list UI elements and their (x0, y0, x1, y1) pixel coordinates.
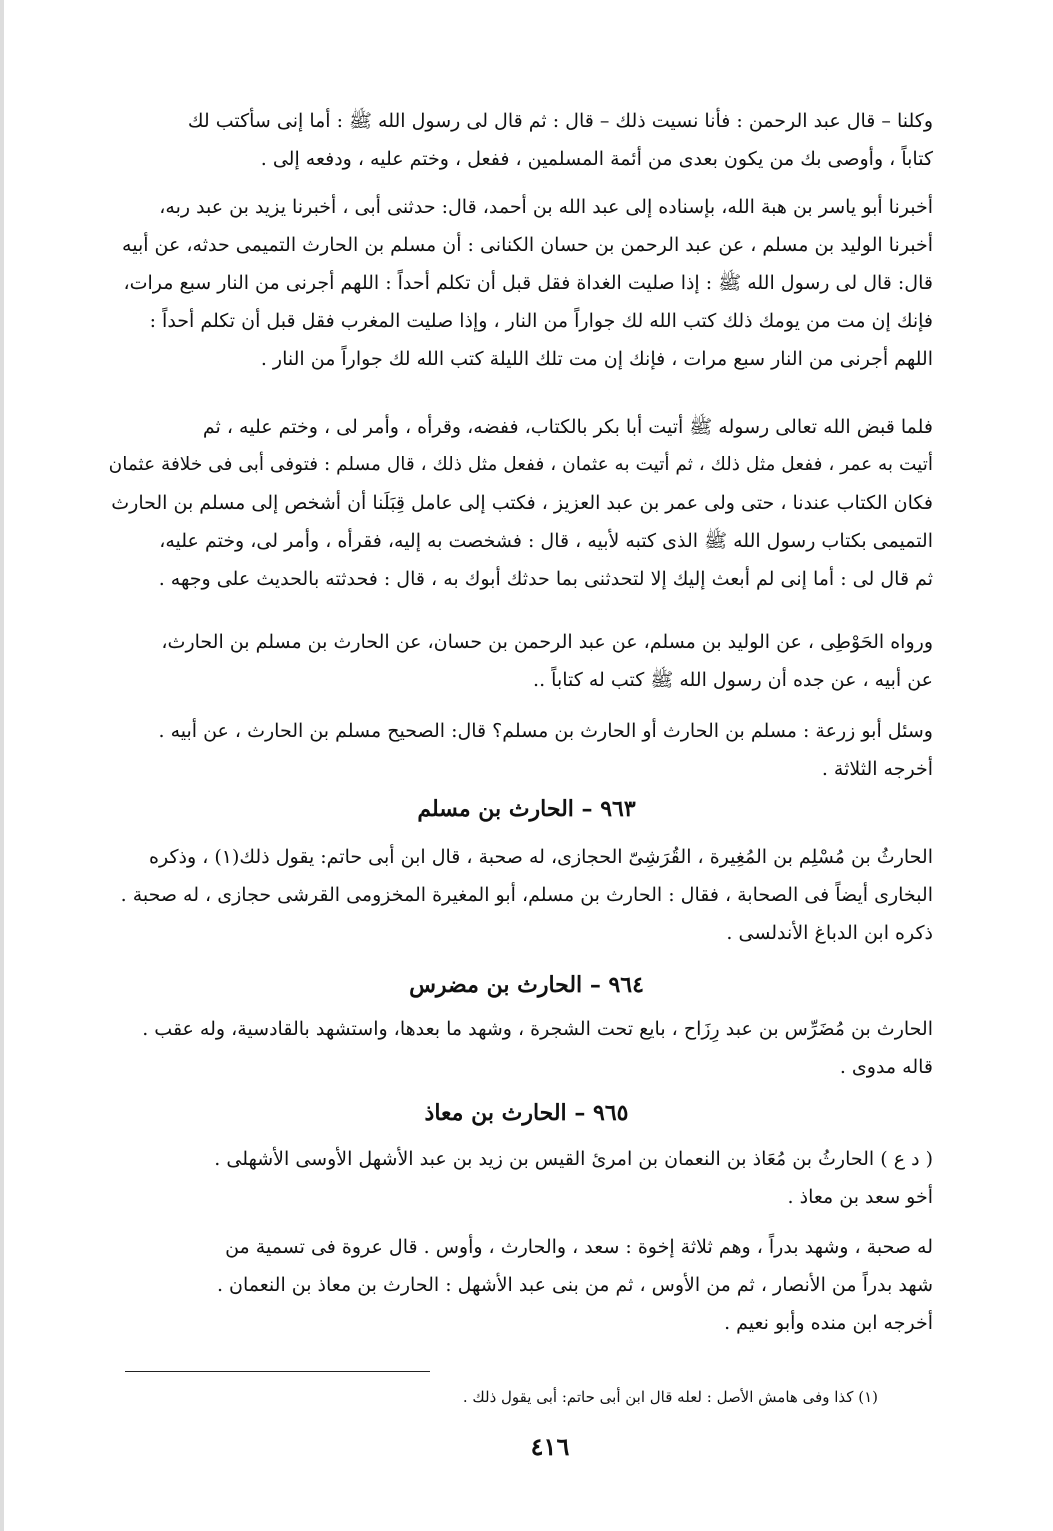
text-line: اللهم أجرنى من النار سبع مرات ، فإنك إن مت تلك الليلة كتب الله لك جواراً من النار . (260, 348, 933, 370)
page-number: ٤١٦ (530, 1432, 570, 1461)
text-line: فإنك إن مت من يومك ذلك كتب الله لك جواراً من النار ، وإذا صليت المغرب فقل قبل أن تكلم أحداً : (149, 310, 933, 332)
footnote-divider (125, 1371, 430, 1372)
text-line: عن أبيه ، عن جده أن رسول الله ﷺ كتب له كتاباً .. (533, 669, 933, 691)
paragraph-9 (103, 1228, 933, 1342)
text-line: ذكره ابن الدباغ الأندلسى . (726, 922, 933, 944)
text-line: التميمى بكتاب رسول الله ﷺ الذى كتبه لأبيه ، قال : فشخصت به إليه، فقرأه ، وأمر لى، وختم عليه، (159, 530, 933, 552)
text-line: قال: قال لى رسول الله ﷺ : إذا صليت الغداة فقل قبل أن تكلم أحداً : اللهم أجرنى من النار سبع مرات، (123, 272, 933, 294)
paragraph-8 (103, 1140, 933, 1216)
text-line: أخرجه الثلاثة . (821, 758, 933, 780)
text-line: أخبرنا أبو ياسر بن هبة الله، بإسناده إلى عبد الله بن أحمد، قال: حدثنى أبى ، أخبرنا يزيد بن عبد ربه، (159, 196, 933, 218)
text-line: فكان الكتاب عندنا ، حتى ولى عمر بن عبد العزيز ، فكتب إلى عامل قِبَلَنا أن أشخص إلى مسلم بن الحارث (111, 492, 933, 514)
entry-heading: ٩٦٣ – الحارث بن مسلم (417, 796, 636, 822)
footnote: (١) كذا وفى هامش الأصل : لعله قال ابن أبى حاتم: أبى يقول ذلك . (462, 1388, 878, 1406)
text-line: كتاباً ، وأوصى بك من يكون بعدى من أئمة المسلمين ، ففعل ، وختم عليه ، ودفعه إلى . (260, 148, 933, 170)
text-line: ورواه الحَوْطِى ، عن الوليد بن مسلم، عن عبد الرحمن بن حسان، عن الحارث بن مسلم بن الحارث، (161, 631, 933, 653)
text-line: أتيت به عمر ، ففعل مثل ذلك ، ثم أتيت به عثمان ، ففعل مثل ذلك ، قال مسلم : فتوفى أبى فى خلافة عثمان (108, 454, 933, 475)
text-line: ثم قال لى : أما إنى لم أبعث إليك إلا لتحدثنى بما حدثك أبوك به ، قال : فحدثته بالحديث على وجهه . (158, 568, 933, 590)
paragraph-2 (103, 188, 933, 378)
text-line: شهد بدراً من الأنصار ، ثم من الأوس ، ثم من بنى عبد الأشهل : الحارث بن معاذ بن النعمان . (216, 1274, 933, 1296)
paragraph-6 (103, 838, 933, 952)
text-line: فلما قبض الله تعالى رسوله ﷺ أتيت أبا بكر بالكتاب، ففضه، وقرأه ، وأمر لى ، وختم عليه ، ثم (202, 416, 933, 438)
text-line: ( د ع ) الحارثُ بن مُعَاذ بن النعمان بن امرئ القيس بن زيد بن عبد الأشهل الأوسى الأشهلى . (214, 1148, 933, 1170)
paragraph-7 (103, 1010, 933, 1086)
text-line: وكلنا – قال عبد الرحمن : فأنا نسيت ذلك – قال : ثم قال لى رسول الله ﷺ : أما إنى سأكتب لك (187, 110, 933, 132)
entry-heading: ٩٦٥ – الحارث بن معاذ (424, 1100, 629, 1126)
paragraph-5 (103, 712, 933, 788)
text-line: أخو سعد بن معاذ . (787, 1186, 933, 1208)
text-line: البخارى أيضاً فى الصحابة ، فقال : الحارث بن مسلم، أبو المغيرة المخزومى القرشى حجازى ، له صحبة . (120, 884, 933, 906)
text-line: له صحبة ، وشهد بدراً ، وهم ثلاثة إخوة : سعد ، والحارث ، وأوس . قال عروة فى تسمية من (225, 1236, 933, 1258)
paragraph-1 (103, 102, 933, 178)
text-line: أخرجه ابن منده وأبو نعيم . (724, 1312, 933, 1334)
text-line: الحارث بن مُضَرِّس بن عبد رِزَاح ، بايع تحت الشجرة ، وشهد ما بعدها، واستشهد بالقادسية، وله عقب . (142, 1018, 933, 1040)
entry-heading: ٩٦٤ – الحارث بن مضرس (409, 972, 644, 998)
text-line: الحارثُ بن مُسْلِم بن المُغِيرة ، القُرَشِىّ الحجازى، له صحبة ، قال ابن أبى حاتم: يقول ذلك(١) ، وذكره (149, 846, 933, 868)
text-line: وسئل أبو زرعة : مسلم بن الحارث أو الحارث بن مسلم؟ قال: الصحيح مسلم بن الحارث ، عن أبيه . (158, 720, 933, 742)
text-line: قاله مدوى . (839, 1056, 933, 1078)
text-line: أخبرنا الوليد بن مسلم ، عن عبد الرحمن بن حسان الكنانى : أن مسلم بن الحارث التميمى حدثه، عن أبيه (122, 234, 933, 256)
scan-edge (0, 0, 4, 1531)
paragraph-4 (103, 623, 933, 699)
paragraph-3 (103, 408, 933, 598)
